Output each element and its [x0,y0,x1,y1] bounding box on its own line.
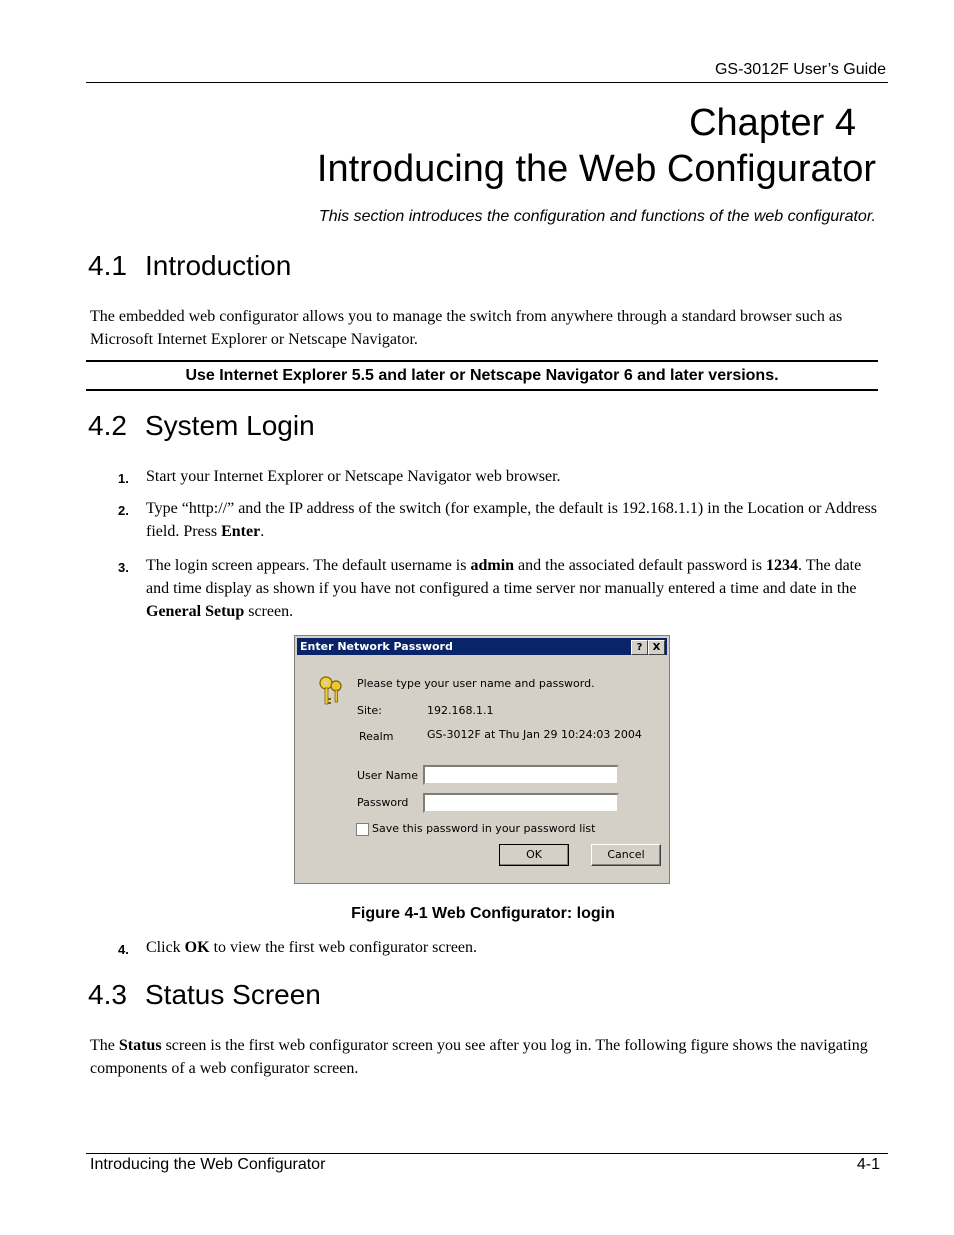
section-number: 4.2 [88,410,127,441]
help-button[interactable]: ? [631,640,648,655]
username-input[interactable] [423,765,619,785]
status-paragraph: The Status screen is the first web configurator screen you see after you log in. The following figure shows the navigating components of a web configurator screen. [90,1037,868,1077]
cancel-button[interactable]: Cancel [591,844,661,866]
password-label: Password [357,796,409,809]
section-title: Status Screen [145,979,321,1010]
browser-note: Use Internet Explorer 5.5 and later or Netscape Navigator 6 and later versions. [86,360,878,391]
save-password-label: Save this password in your password list [372,822,596,835]
dialog-title: Enter Network Password [300,640,453,653]
step-number: 1. [118,471,129,486]
realm-label: Realm [359,730,394,743]
running-header: GS-3012F User’s Guide [714,61,886,78]
close-button[interactable]: X [648,640,665,655]
chapter-intro: This section introduces the configuration and functions of the web configurator. [318,208,876,225]
step-1 [90,465,880,488]
save-password-checkbox[interactable] [356,823,369,836]
step-number: 4. [118,942,129,957]
section-title: Introduction [145,250,292,281]
step-2 [90,497,880,543]
step-4 [90,936,880,959]
site-label: Site: [357,704,382,717]
password-input[interactable] [423,793,619,813]
step-text: Type “http://” and the IP address of the switch (for example, the default is 192.168.1.1) in the Location or Address field. Press Enter. [146,500,877,540]
page-number: 4-1 [856,1156,880,1173]
step-number: 2. [118,503,129,518]
ok-button[interactable]: OK [499,844,569,866]
step-text: The login screen appears. The default username is admin and the associated default password is 1234. The date and time display as shown if you have not configured a time server nor manually entered a time and date in the General Setup screen. [146,557,862,620]
section-heading-status-screen [88,979,321,1011]
section-title: System Login [145,410,315,441]
step-text: Start your Internet Explorer or Netscape Navigator web browser. [146,468,561,485]
chapter-number: Chapter 4 [689,102,856,144]
username-label: User Name [357,769,419,782]
header-rule [86,82,888,83]
footer-chapter-name: Introducing the Web Configurator [90,1156,326,1173]
realm-value: GS-3012F at Thu Jan 29 10:24:03 2004 [427,728,642,741]
introduction-paragraph: The embedded web configurator allows you to manage the switch from anywhere through a standard browser such as Microsoft Internet Explorer or Netscape Navigator. [90,308,843,348]
site-value: 192.168.1.1 [427,704,494,717]
section-number: 4.1 [88,250,127,281]
section-number: 4.3 [88,979,127,1010]
step-number: 3. [118,560,129,575]
section-heading-introduction [88,250,291,282]
dialog-prompt: Please type your user name and password. [357,677,595,690]
chapter-title: Introducing the Web Configurator [316,148,876,190]
keys-icon [317,674,349,708]
step-text: Click OK to view the first web configurator screen. [146,939,478,956]
section-heading-system-login [88,410,315,442]
footer-rule [86,1153,888,1154]
step-3 [90,554,880,623]
dialog-titlebar [297,638,667,655]
figure-caption: Figure 4-1 Web Configurator: login [351,905,615,922]
login-dialog-screenshot [294,635,670,884]
